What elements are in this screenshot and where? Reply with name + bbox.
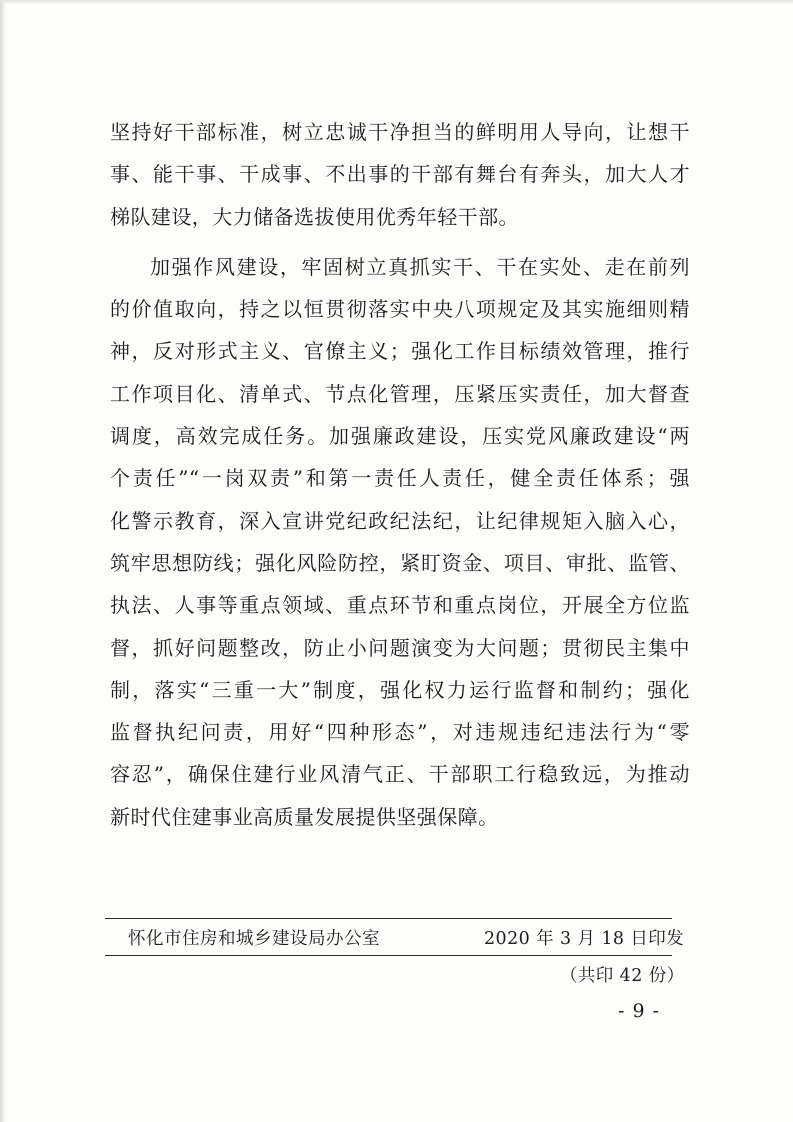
paragraph-2 [110, 246, 690, 838]
footer-rule-bottom [105, 955, 672, 956]
text-line: 梯队建设，大力储备选拔使用优秀年轻干部。 [110, 204, 519, 229]
text-line: 工作项目化、清单式、节点化管理，压紧压实责任，加大督查 [110, 381, 690, 406]
text-line: 事、能干事、干成事、不出事的干部有舞台有奔头，加大人才 [110, 162, 690, 187]
print-date: 2020 年 3 月 18 日印发 [484, 929, 685, 949]
text-line: 督，抓好问题整改，防止小问题演变为大问题；贯彻民主集中 [110, 635, 690, 660]
text-line: 坚持好干部标准，树立忠诚干净担当的鲜明用人导向，让想干 [110, 120, 690, 144]
text-line: 执法、人事等重点领域、重点环节和重点岗位，开展全方位监 [110, 593, 690, 618]
text-line: 神，反对形式主义、官僚主义；强化工作目标绩效管理，推行 [110, 339, 690, 364]
copies-count: （共印 42 份） [560, 966, 685, 986]
page-number: - 9 - [618, 1000, 661, 1022]
issuer-office: 怀化市住房和城乡建设局办公室 [128, 929, 380, 949]
paragraph-1 [110, 111, 690, 238]
text-line: 制，落实“三重一大”制度，强化权力运行监督和制约；强化 [110, 677, 690, 702]
scan-shadow-top [0, 0, 793, 5]
text-line: 加强作风建设，牢固树立真抓实干、干在实处、走在前列 [150, 254, 690, 279]
footer-rule-top [105, 918, 672, 919]
text-line: 筑牢思想防线；强化风险防控，紧盯资金、项目、审批、监管、 [110, 550, 690, 575]
text-line: 调度，高效完成任务。加强廉政建设，压实党风廉政建设“两 [110, 424, 690, 449]
text-line: 监督执纪问责，用好“四种形态”，对违规违纪违法行为“零 [110, 720, 690, 745]
text-line: 化警示教育，深入宣讲党纪政纪法纪，让纪律规矩入脑入心， [110, 508, 690, 533]
scan-shadow-left [0, 0, 6, 1122]
text-line: 个责任”“一岗双责”和第一责任人责任，健全责任体系；强 [110, 466, 690, 491]
text-line: 容忍”，确保住建行业风清气正、干部职工行稳致远，为推动 [110, 762, 690, 787]
text-line: 新时代住建事业高质量发展提供坚强保障。 [110, 804, 499, 829]
text-line: 的价值取向，持之以恒贯彻落实中央八项规定及其实施细则精 [110, 297, 690, 322]
body-text [110, 111, 690, 838]
